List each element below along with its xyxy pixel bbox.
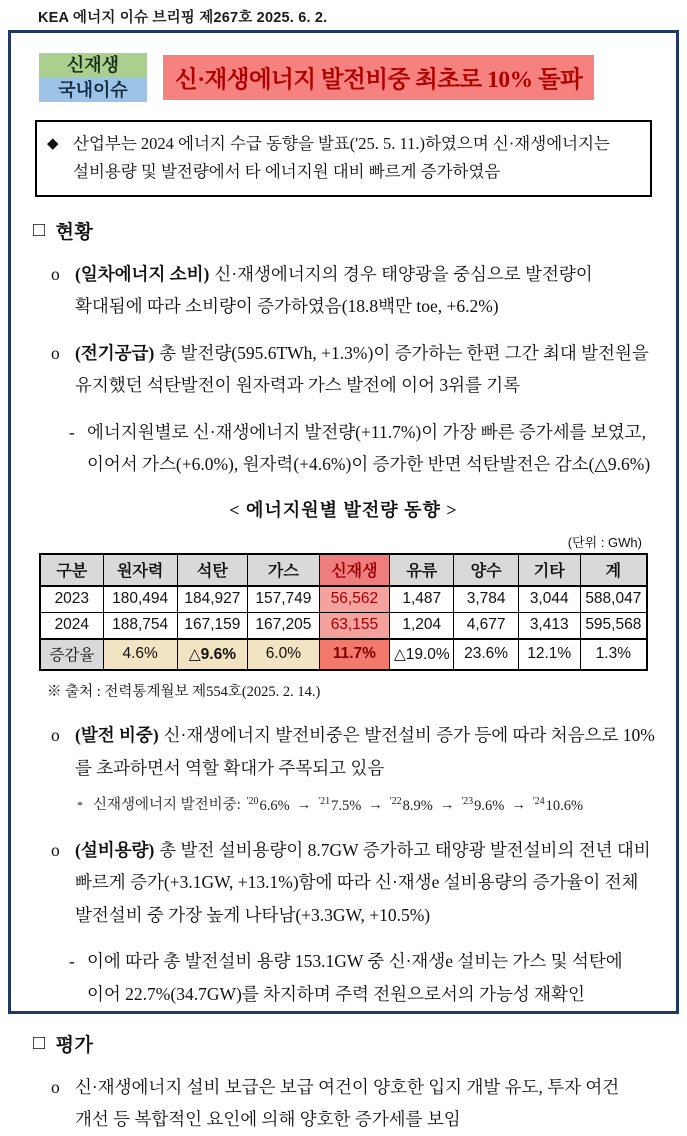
circle-bullet: o xyxy=(51,725,60,746)
para-lead: (설비용량) xyxy=(75,840,155,861)
summary-box xyxy=(35,120,652,197)
badge-domestic-issue: 국내이슈 xyxy=(39,78,147,103)
para-text: 신·재생에너지 설비 보급은 보급 여건이 양호한 입지 개발 유도, 투자 여건 개선 등 복합적인 요인에 의해 양호한 증가세를 보임 xyxy=(75,1076,620,1130)
arrow-icon: → xyxy=(439,797,455,814)
col-header: 양수 xyxy=(454,554,518,586)
para-lead: (일차에너지 소비) xyxy=(75,264,210,285)
trend-label: 신재생에너지 발전비중: xyxy=(93,797,241,814)
cell-renewable: 56,562 xyxy=(319,586,389,613)
generation-table xyxy=(39,553,648,671)
para-text: 신·재생에너지 발전비중은 발전설비 증가 등에 따라 처음으로 10%를 초과하면서 역할 확대가 주목되고 있음 xyxy=(75,725,655,778)
badge-renewable: 신재생 xyxy=(39,53,147,78)
table-row-2024 xyxy=(40,613,647,640)
title-row xyxy=(39,53,656,102)
table-row-2023 xyxy=(40,586,647,613)
para-text: 총 발전량(595.6TWh, +1.3%)이 증가하는 한편 그간 최대 발전원을 유지했던 석탄발전이 원자력과 가스 발전에 이어 3위를 기록 xyxy=(75,342,649,396)
cell-renewable: 63,155 xyxy=(319,613,389,640)
table-row-growth-rate xyxy=(40,639,647,670)
cell: 180,494 xyxy=(103,586,177,613)
circle-bullet: o xyxy=(51,1076,60,1097)
cell: 3,413 xyxy=(518,613,580,640)
cell: 12.1% xyxy=(518,639,580,670)
para-by-source xyxy=(69,416,656,481)
cell: 167,205 xyxy=(248,613,320,640)
para-capacity-sub xyxy=(69,945,656,1010)
section-status-label: 현황 xyxy=(55,222,94,244)
cell: 595,568 xyxy=(580,613,647,640)
arrow-icon: → xyxy=(368,797,383,814)
para-electricity-supply xyxy=(51,337,656,402)
col-header-renewable: 신재생 xyxy=(319,554,389,586)
square-marker-icon: □ xyxy=(33,1031,46,1054)
cell: 4.6% xyxy=(103,639,177,670)
col-header: 계 xyxy=(580,554,647,586)
trend-value: 6.6% xyxy=(259,797,290,814)
cell: 157,749 xyxy=(248,586,320,613)
arrow-icon: → xyxy=(296,797,312,814)
para-lead: (전기공급) xyxy=(75,342,155,363)
trend-note xyxy=(77,794,656,818)
para-generation-share xyxy=(51,719,656,784)
asterisk-bullet: * xyxy=(77,798,83,813)
cell: 6.0% xyxy=(248,639,320,670)
arrow-icon: → xyxy=(511,797,526,814)
col-header: 유류 xyxy=(390,554,454,586)
page-title: 신·재생에너지 발전비중 최초로 10% 돌파 xyxy=(163,55,594,100)
cell: 188,754 xyxy=(103,613,177,640)
trend-value: 8.9% xyxy=(402,797,433,814)
doc-header: KEA 에너지 이슈 브리핑 제267호 2025. 6. 2. xyxy=(38,10,328,26)
table-unit-label: (단위 : GWh) xyxy=(567,535,642,551)
section-heading-evaluation xyxy=(33,1030,656,1057)
cell: 1.3% xyxy=(580,639,647,670)
trend-value: 9.6% xyxy=(474,797,505,814)
para-evaluation xyxy=(51,1071,656,1136)
col-header: 기타 xyxy=(518,554,580,586)
table-header-row xyxy=(40,554,647,586)
trend-year: '23 xyxy=(461,796,474,808)
col-header: 가스 xyxy=(248,554,320,586)
para-capacity xyxy=(51,834,656,931)
dash-bullet: - xyxy=(69,951,75,972)
para-text: 에너지원별로 신·재생에너지 발전량(+11.7%)이 가장 빠른 증가세를 보였고, 이어서 가스(+6.0%), 원자력(+4.6%)이 증가한 반면 석탄발전은 감소(△9.6%) xyxy=(87,421,651,474)
table-source-note: ※ 출처 : 전력통계월보 제554호(2025. 2. 14.) xyxy=(47,684,321,701)
trend-value: 10.6% xyxy=(545,797,584,814)
cell: 184,927 xyxy=(177,586,247,613)
dash-bullet: - xyxy=(69,421,75,442)
cell: 167,159 xyxy=(177,613,247,640)
section-evaluation-label: 평가 xyxy=(55,1034,94,1056)
cell: 3,044 xyxy=(518,586,580,613)
cell-growth-label: 증감율 xyxy=(40,639,103,670)
circle-bullet: o xyxy=(51,264,60,285)
cell: △9.6% xyxy=(177,639,247,670)
cell: 4,677 xyxy=(454,613,518,640)
cell: 588,047 xyxy=(580,586,647,613)
circle-bullet: o xyxy=(51,342,60,363)
col-header: 석탄 xyxy=(177,554,247,586)
section-heading-status xyxy=(33,217,656,244)
cell: 1,204 xyxy=(390,613,454,640)
cell: 2024 xyxy=(40,613,103,640)
trend-year: '21 xyxy=(318,796,331,808)
para-lead: (발전 비중) xyxy=(75,725,159,746)
trend-value: 7.5% xyxy=(331,797,362,814)
para-text: 신·재생에너지의 경우 태양광을 중심으로 발전량이 확대됨에 따라 소비량이 증가하였음(18.8백만 toe, +6.2%) xyxy=(75,264,593,317)
para-primary-energy xyxy=(51,258,656,323)
diamond-bullet-icon: ◆ xyxy=(47,136,59,152)
summary-text: 산업부는 2024 에너지 수급 동향을 발표('25. 5. 11.)하였으며 신·재생에너지는 설비용량 및 발전량에서 타 에너지원 대비 빠르게 증가하였음 xyxy=(73,134,610,182)
col-header: 구분 xyxy=(40,554,103,586)
table-caption: < 에너지원별 발전량 동향 > xyxy=(229,500,458,521)
circle-bullet: o xyxy=(51,840,60,861)
cell-renewable-growth: 11.7% xyxy=(319,639,389,670)
category-badge xyxy=(39,53,147,102)
cell: 3,784 xyxy=(454,586,518,613)
cell: 1,487 xyxy=(390,586,454,613)
para-text: 이에 따라 총 발전설비 용량 153.1GW 중 신·재생e 설비는 가스 및 석탄에 이어 22.7%(34.7GW)를 차지하며 주력 전원으로서의 가능성 재확인 xyxy=(87,951,623,1004)
trend-year: '20 xyxy=(246,796,259,808)
main-content-box xyxy=(8,30,679,1130)
cell: △19.0% xyxy=(390,639,454,670)
cell: 2023 xyxy=(40,586,103,613)
col-header: 원자력 xyxy=(103,554,177,586)
trend-year: '24 xyxy=(532,796,545,808)
para-text: 총 발전 설비용량이 8.7GW 증가하고 태양광 발전설비의 전년 대비 빠르게 증가(+3.1GW, +13.1%)함에 따라 신·재생e 설비용량의 증가율이 전체 발전설비 중 가장 높게 나타남(+3.3GW, +10.5%) xyxy=(75,840,651,925)
trend-year: '22 xyxy=(389,796,402,808)
cell: 23.6% xyxy=(454,639,518,670)
square-marker-icon: □ xyxy=(33,219,46,242)
